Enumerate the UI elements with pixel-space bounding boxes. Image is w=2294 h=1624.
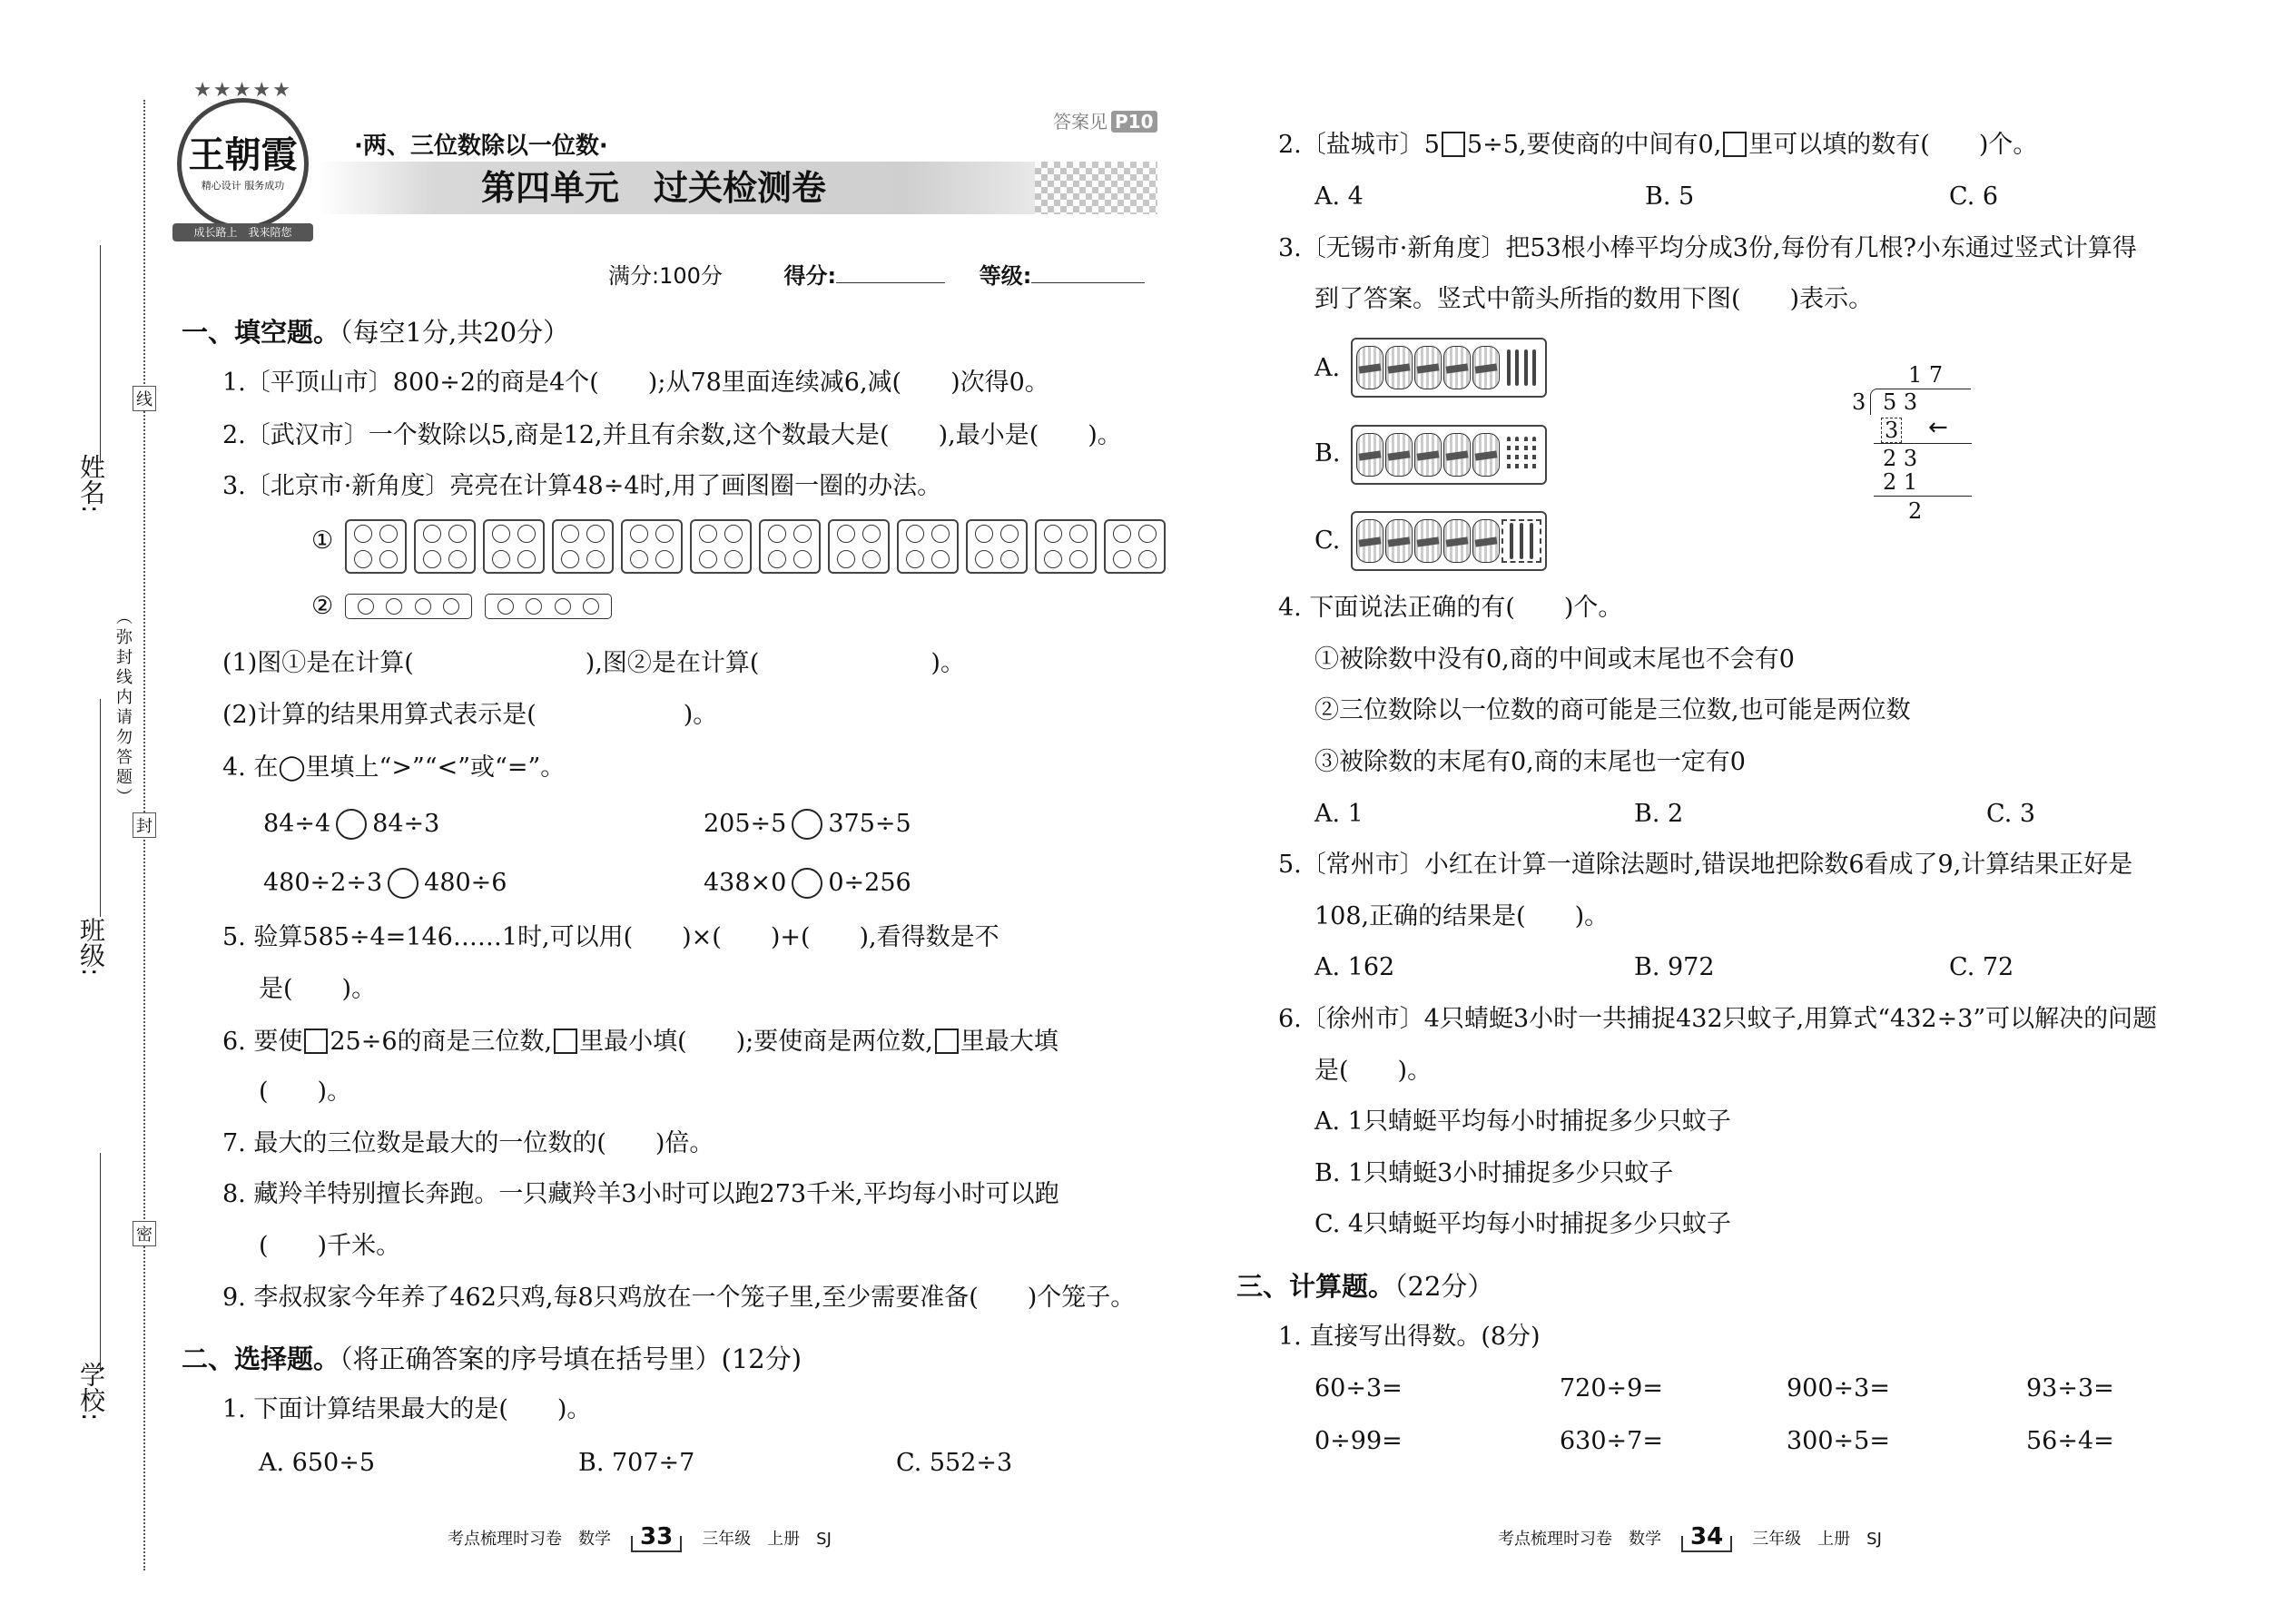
school-line <box>100 1153 101 1371</box>
choice-q6-line1: 6.〔徐州市〕4只蜻蜓3小时一共捕捉432只蚊子,用算式“432÷3”可以解决的问题 <box>1278 1005 2158 1033</box>
unit-subtitle: ·两、三位数除以一位数· <box>354 133 608 160</box>
blank-box[interactable] <box>554 1029 577 1054</box>
blank-box[interactable] <box>304 1029 328 1054</box>
choice-q2-option-a: A. 4 <box>1314 182 1364 211</box>
fill-q5-line1: 5. 验算585÷4=146……1时,可以用( )×( )+( ),看得数是不 <box>222 923 999 951</box>
choice-q5-option-b: B. 972 <box>1634 953 1715 981</box>
dot-group <box>345 519 407 574</box>
calc-item: 0÷99= <box>1314 1427 1403 1455</box>
stick-bundle <box>1443 519 1471 563</box>
compare-item: 84÷4 84÷3 <box>263 810 440 838</box>
sticks-figure-a <box>1351 338 1547 398</box>
brand-name: 王朝霞 <box>188 133 298 176</box>
calc-q1: 1. 直接写出得数。(8分) <box>1278 1323 1541 1351</box>
stick-bundle <box>1414 346 1442 389</box>
blank-box[interactable] <box>1723 132 1747 157</box>
grade-label: 等级: <box>979 263 1032 289</box>
stick-bundle <box>1356 519 1383 563</box>
stick-bundle <box>1472 346 1500 389</box>
fill-q3: 3.〔北京市·新角度〕亮亮在计算48÷4时,用了画图圈一圈的办法。 <box>222 472 942 500</box>
choice-q4-statement-2: ②三位数除以一位数的商可能是三位数,也可能是两位数 <box>1314 696 1911 724</box>
dot-group <box>828 519 890 574</box>
section-2-title: 二、选择题。（将正确答案的序号填在括号里）(12分) <box>182 1343 802 1374</box>
sidebar <box>0 0 172 1624</box>
dot-row <box>485 594 612 619</box>
brand-stars: ★★★★★ <box>193 79 292 102</box>
dot-group <box>759 519 821 574</box>
page-number: 33 <box>631 1523 682 1552</box>
choice-q6-option-a: A. 1只蜻蜓平均每小时捕捉多少只蚊子 <box>1314 1107 1731 1136</box>
choice-q2: 2.〔盐城市〕5 5÷5,要使商的中间有0, 里可以填的数有( )个。 <box>1278 131 2038 159</box>
stick-bundle <box>1356 433 1383 477</box>
division-line-2 <box>1874 496 1972 497</box>
class-line <box>100 699 101 917</box>
choice-q3-option-a: A. <box>1314 354 1341 382</box>
brand-ribbon: 成长路上 我来陪您 <box>172 223 313 241</box>
dot-group <box>966 519 1028 574</box>
figure-1 <box>345 519 1166 574</box>
choice-q2-option-c: C. 6 <box>1949 182 1999 211</box>
stick-bundle <box>1414 433 1442 477</box>
fill-q4: 4. 在◯里填上“>”“<”或“=”。 <box>222 753 566 782</box>
choice-q2-option-b: B. 5 <box>1645 182 1695 211</box>
stick-bundle <box>1472 519 1500 563</box>
long-division <box>1852 363 2033 527</box>
stick-bundle <box>1385 433 1413 477</box>
calc-item: 93÷3= <box>2026 1374 2114 1403</box>
choice-q4-option-c: C. 3 <box>1986 800 2036 828</box>
full-score: 满分:100分 <box>608 263 723 289</box>
loose-sticks <box>1501 346 1541 389</box>
fill-q1: 1.〔平顶山市〕800÷2的商是4个( );从78里面连续减6,减( )次得0。 <box>222 369 1049 397</box>
choice-q5-option-a: A. 162 <box>1314 953 1395 981</box>
choice-q1-option-a: A. 650÷5 <box>259 1449 375 1477</box>
dot-group <box>621 519 683 574</box>
choice-q3-line2: 到了答案。竖式中箭头所指的数用下图( )表示。 <box>1314 285 1874 313</box>
score-field[interactable] <box>836 282 945 283</box>
name-label: 姓名: <box>76 454 106 514</box>
choice-q4-option-a: A. 1 <box>1314 800 1364 828</box>
division-step-3: 2 1 <box>1883 469 1918 495</box>
stick-bundle <box>1356 346 1383 389</box>
stick-bundle <box>1443 346 1471 389</box>
compare-circle[interactable] <box>792 868 822 899</box>
calc-item: 60÷3= <box>1314 1374 1403 1403</box>
score-line <box>608 258 1145 290</box>
choice-q4-statement-1: ①被除数中没有0,商的中间或末尾也不会有0 <box>1314 645 1795 674</box>
choice-q6-option-b: B. 1只蜻蜓3小时捕捉多少只蚊子 <box>1314 1159 1674 1187</box>
calc-item: 630÷7= <box>1560 1427 1663 1455</box>
calc-item: 300÷5= <box>1787 1427 1890 1455</box>
fill-q5-line2: 是( )。 <box>259 975 377 1003</box>
fill-q8-line1: 8. 藏羚羊特别擅长奔跑。一只藏羚羊3小时可以跑273千米,平均每小时可以跑 <box>222 1180 1059 1208</box>
choice-q4-statement-3: ③被除数的末尾有0,商的末尾也一定有0 <box>1314 748 1746 776</box>
footer-left-page: 考点梳理时习卷 数学 33 三年级 上册 SJ <box>448 1523 832 1550</box>
stick-bundle <box>1443 433 1471 477</box>
answer-reference: 答案见 P10 <box>1053 107 1157 133</box>
calc-item: 720÷9= <box>1560 1374 1663 1403</box>
division-step-2: 2 3 <box>1883 446 1918 471</box>
stick-bundle <box>1385 519 1413 563</box>
dot-row <box>345 594 472 619</box>
footer-right-page: 考点梳理时习卷 数学 34 三年级 上册 SJ <box>1498 1523 1882 1550</box>
class-label: 班级: <box>76 917 106 977</box>
name-line <box>100 245 101 463</box>
sticks-figure-b <box>1351 425 1547 485</box>
choice-q6-line2: 是( )。 <box>1314 1057 1433 1085</box>
seal-char-3: 密 <box>133 1221 156 1246</box>
compare-item: 438×0 0÷256 <box>704 869 911 897</box>
fill-q9: 9. 李叔叔家今年养了462只鸡,每8只鸡放在一个笼子里,至少需要准备( )个笼子。 <box>222 1284 1136 1312</box>
choice-q5-line2: 108,正确的结果是( )。 <box>1314 902 1610 930</box>
choice-q1: 1. 下面计算结果最大的是( )。 <box>222 1395 592 1423</box>
choice-q3-option-b: B. <box>1314 439 1341 468</box>
grade-field[interactable] <box>1031 282 1145 283</box>
division-arrow: ← <box>1928 414 1948 441</box>
blank-box[interactable] <box>1442 132 1465 157</box>
compare-circle[interactable] <box>388 868 418 899</box>
stick-bundle <box>1472 433 1500 477</box>
division-step-1: 3 <box>1881 418 1902 443</box>
division-dividend: 5 3 <box>1883 389 1918 415</box>
checker-decoration <box>1035 162 1157 214</box>
seal-note: （弥封线内请勿答题） <box>113 608 133 808</box>
fill-q8-line2: ( )千米。 <box>259 1232 401 1260</box>
calc-item: 900÷3= <box>1787 1374 1890 1403</box>
boxed-sticks <box>1501 519 1541 563</box>
seal-char-2: 封 <box>133 812 156 838</box>
brand-tagline: 精心设计 服务成功 <box>201 180 285 192</box>
division-line-1 <box>1874 443 1972 444</box>
division-divisor: 3 <box>1852 389 1866 415</box>
choice-q5-line1: 5.〔常州市〕小红在计算一道除法题时,错误地把除数6看成了9,计算结果正好是 <box>1278 851 2133 879</box>
page-title: 第四单元 过关检测卷 <box>481 168 827 208</box>
score-label: 得分: <box>783 263 837 289</box>
choice-q3-line1: 3.〔无锡市·新角度〕把53根小棒平均分成3份,每份有几根?小东通过竖式计算得 <box>1278 234 2137 262</box>
choice-q5-option-c: C. 72 <box>1949 953 2014 981</box>
fill-q3-part2: (2)计算的结果用算式表示是( )。 <box>222 701 718 729</box>
section-1-title: 一、填空题。（每空1分,共20分） <box>182 317 570 348</box>
school-label: 学校: <box>76 1362 106 1422</box>
choice-q1-option-c: C. 552÷3 <box>896 1449 1013 1477</box>
section-3-title: 三、计算题。（22分） <box>1236 1271 1494 1302</box>
choice-q6-option-c: C. 4只蜻蜓平均每小时捕捉多少只蚊子 <box>1314 1210 1732 1238</box>
dot-group <box>414 519 476 574</box>
choice-q4-option-b: B. 2 <box>1634 800 1684 828</box>
blank-box[interactable] <box>935 1029 959 1054</box>
division-quotient: 1 7 <box>1908 362 1944 388</box>
fill-q7: 7. 最大的三位数是最大的一位数的( )倍。 <box>222 1129 714 1157</box>
choice-q4: 4. 下面说法正确的有( )个。 <box>1278 594 1623 622</box>
brand-logo <box>177 79 309 239</box>
fill-q3-part1: (1)图①是在计算( ),图②是在计算( )。 <box>222 649 965 677</box>
figure-2 <box>345 594 612 619</box>
fill-q2: 2.〔武汉市〕一个数除以5,商是12,并且有余数,这个数最大是( ),最小是( )。 <box>222 421 1122 449</box>
stick-bundle <box>1385 346 1413 389</box>
answer-page-badge: P10 <box>1111 111 1157 133</box>
page-number: 34 <box>1681 1523 1732 1552</box>
compare-circle[interactable] <box>792 809 822 840</box>
compare-item: 480÷2÷3 480÷6 <box>263 869 507 897</box>
dot-group <box>1035 519 1097 574</box>
dot-group <box>897 519 959 574</box>
calc-item: 56÷4= <box>2026 1427 2114 1455</box>
dot-group <box>690 519 752 574</box>
figure-2-label: ② <box>311 592 334 620</box>
dashed-sticks <box>1501 433 1541 477</box>
dot-group <box>552 519 614 574</box>
compare-circle[interactable] <box>336 809 367 840</box>
dot-group <box>483 519 545 574</box>
fill-q6-line1: 6. 要使 25÷6的商是三位数, 里最小填( );要使商是两位数, 里最大填 <box>222 1028 1058 1056</box>
choice-q3-option-c: C. <box>1314 527 1341 555</box>
choice-q1-option-b: B. 707÷7 <box>578 1449 695 1477</box>
stick-bundle <box>1414 519 1442 563</box>
fill-q6-line2: ( )。 <box>259 1078 352 1106</box>
compare-item: 205÷5 375÷5 <box>704 810 911 838</box>
dot-group <box>1104 519 1166 574</box>
seal-char-1: 线 <box>133 386 156 411</box>
sticks-figure-c <box>1351 511 1547 571</box>
figure-1-label: ① <box>311 527 334 555</box>
division-remainder: 2 <box>1908 498 1923 524</box>
